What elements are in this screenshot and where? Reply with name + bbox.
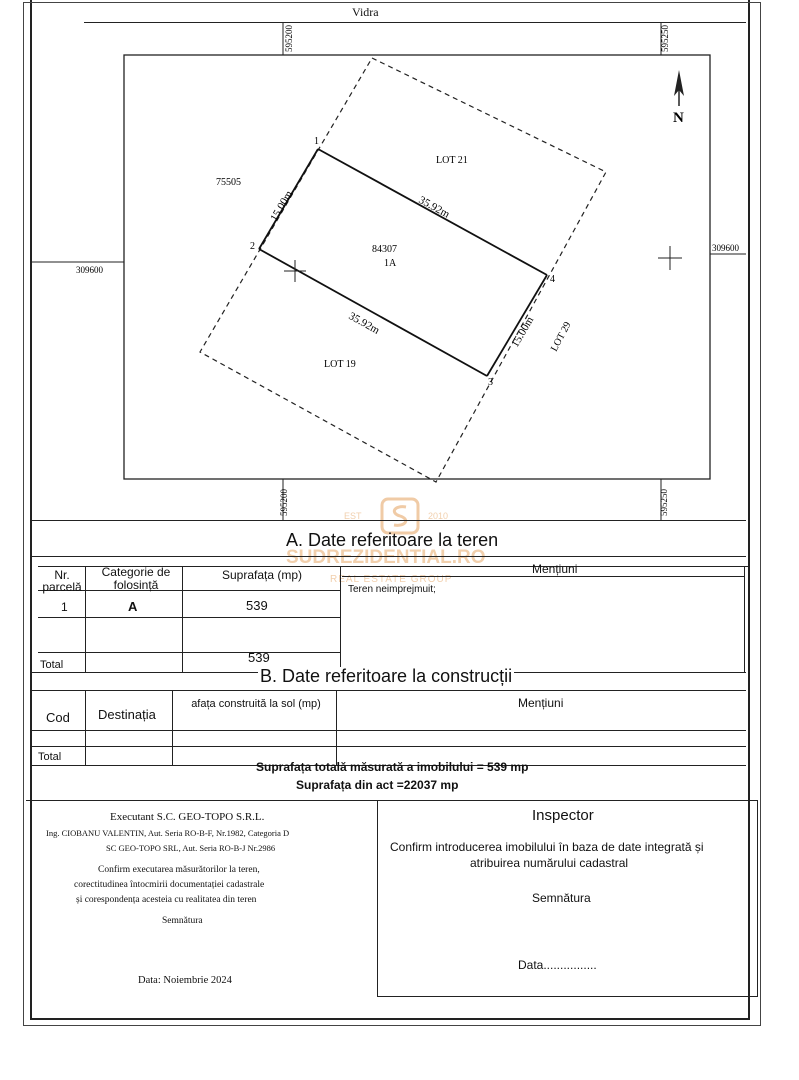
dimension-label: 35.92m — [346, 310, 382, 337]
neighbor-label: LOT 21 — [436, 155, 468, 166]
watermark-year: 2010 — [428, 511, 449, 521]
watermark-est: EST — [344, 511, 362, 521]
dimension-label: 15.00m — [509, 314, 537, 350]
coord-label: 309600 — [712, 243, 739, 253]
col-header-mentiuni-b: Mențiuni — [518, 696, 564, 710]
cell-mentiuni: Teren neimprejmuit; — [348, 584, 436, 595]
street-label: Vidra — [352, 5, 379, 19]
grid-cross — [284, 260, 306, 282]
neighbor-label: 75505 — [216, 177, 241, 188]
north-arrow-icon — [674, 70, 684, 106]
watermark-brand: SUDREZIDENTIAL.RO — [286, 547, 486, 568]
grid-cross — [658, 246, 682, 270]
executant-confirm1: Confirm executarea măsurătorilor la teren, — [98, 865, 260, 875]
col-header-suprafata: Suprafața (mp) — [222, 568, 303, 582]
table-divider — [32, 730, 746, 731]
cell-categorie: A — [128, 599, 138, 614]
point-label: 1 — [314, 136, 319, 147]
watermark-tagline: REAL ESTATE GROUP — [330, 574, 453, 585]
coord-label: 595200 — [284, 25, 294, 52]
table-divider — [32, 746, 746, 747]
table-divider — [32, 690, 746, 691]
executant-confirm2: corectitudinea întocmirii documentației cadastrale — [74, 880, 265, 890]
table-divider — [38, 590, 340, 591]
table-divider — [32, 556, 746, 557]
point-label: 3 — [488, 377, 493, 388]
col-header-categorie: Categorie de folosință — [101, 565, 171, 592]
inspector-title: Inspector — [532, 807, 594, 824]
col-header-cod: Cod — [46, 710, 70, 725]
coord-label: 595200 — [279, 489, 289, 516]
coord-label: 309600 — [76, 265, 103, 275]
total-label-a: Total — [40, 659, 64, 671]
col-header-mentiuni: Mențiuni — [532, 562, 578, 576]
point-label: 2 — [250, 241, 255, 252]
executant-line1: Ing. CIOBANU VALENTIN, Aut. Seria RO-B-F, Nr.1982, Categoria D — [46, 828, 290, 838]
total-value-a: 539 — [248, 650, 270, 665]
section-a-title: A. Date referitoare la teren — [286, 530, 499, 550]
executant-signature: Semnătura — [162, 916, 203, 926]
coord-label: 595250 — [659, 489, 669, 516]
parcel-edge — [259, 249, 487, 376]
table-divider — [32, 520, 746, 521]
cadastral-map — [0, 0, 799, 530]
cell-nr: 1 — [61, 600, 68, 614]
parcel-sub: 1A — [384, 258, 397, 269]
coord-label: 595250 — [660, 25, 670, 52]
section-b-title: B. Date referitoare la construcții — [260, 666, 513, 686]
total-act: Suprafața din act =22037 mp — [296, 778, 459, 792]
inspector-confirm2: atribuirea numărului cadastral — [470, 856, 629, 870]
total-label-b: Total — [38, 751, 62, 763]
executant-date: Data: Noiembrie 2024 — [138, 975, 232, 986]
point-label: 4 — [550, 274, 555, 285]
inspector-confirm1: Confirm introducerea imobilului în baza de date integrată și — [390, 840, 704, 854]
parcel-id: 84307 — [372, 244, 397, 255]
parcel-edge — [487, 275, 547, 376]
cell-suprafata: 539 — [246, 598, 268, 613]
executant-confirm3: și corespondența acesteia cu realitatea din teren — [76, 895, 257, 905]
col-header-destinatia: Destinația — [98, 707, 156, 722]
map-frame — [124, 55, 710, 479]
north-label: N — [673, 110, 684, 126]
table-divider — [38, 617, 340, 618]
col-header-suprafata-b: afața construită la sol (mp) — [191, 698, 321, 710]
executant-line2: SC GEO-TOPO SRL, Aut. Seria RO-B-J Nr.2986 — [106, 843, 276, 853]
neighbor-lot-outline — [200, 58, 606, 482]
inspector-date: Data................ — [518, 958, 597, 972]
total-measured: Suprafața totală măsurată a imobilului = 539 mp — [256, 760, 529, 774]
neighbor-label: LOT 29 — [548, 320, 574, 354]
inspector-signature: Semnătura — [532, 891, 591, 905]
col-header-nr: Nr. parcelă — [42, 568, 82, 594]
dimension-label: 35.92m — [416, 194, 452, 221]
table-divider — [38, 652, 340, 653]
table-divider — [342, 576, 744, 577]
executant-title: Executant S.C. GEO-TOPO S.R.L. — [110, 811, 265, 823]
neighbor-label: LOT 19 — [324, 359, 356, 370]
dimension-label: 15.00m — [268, 188, 296, 224]
